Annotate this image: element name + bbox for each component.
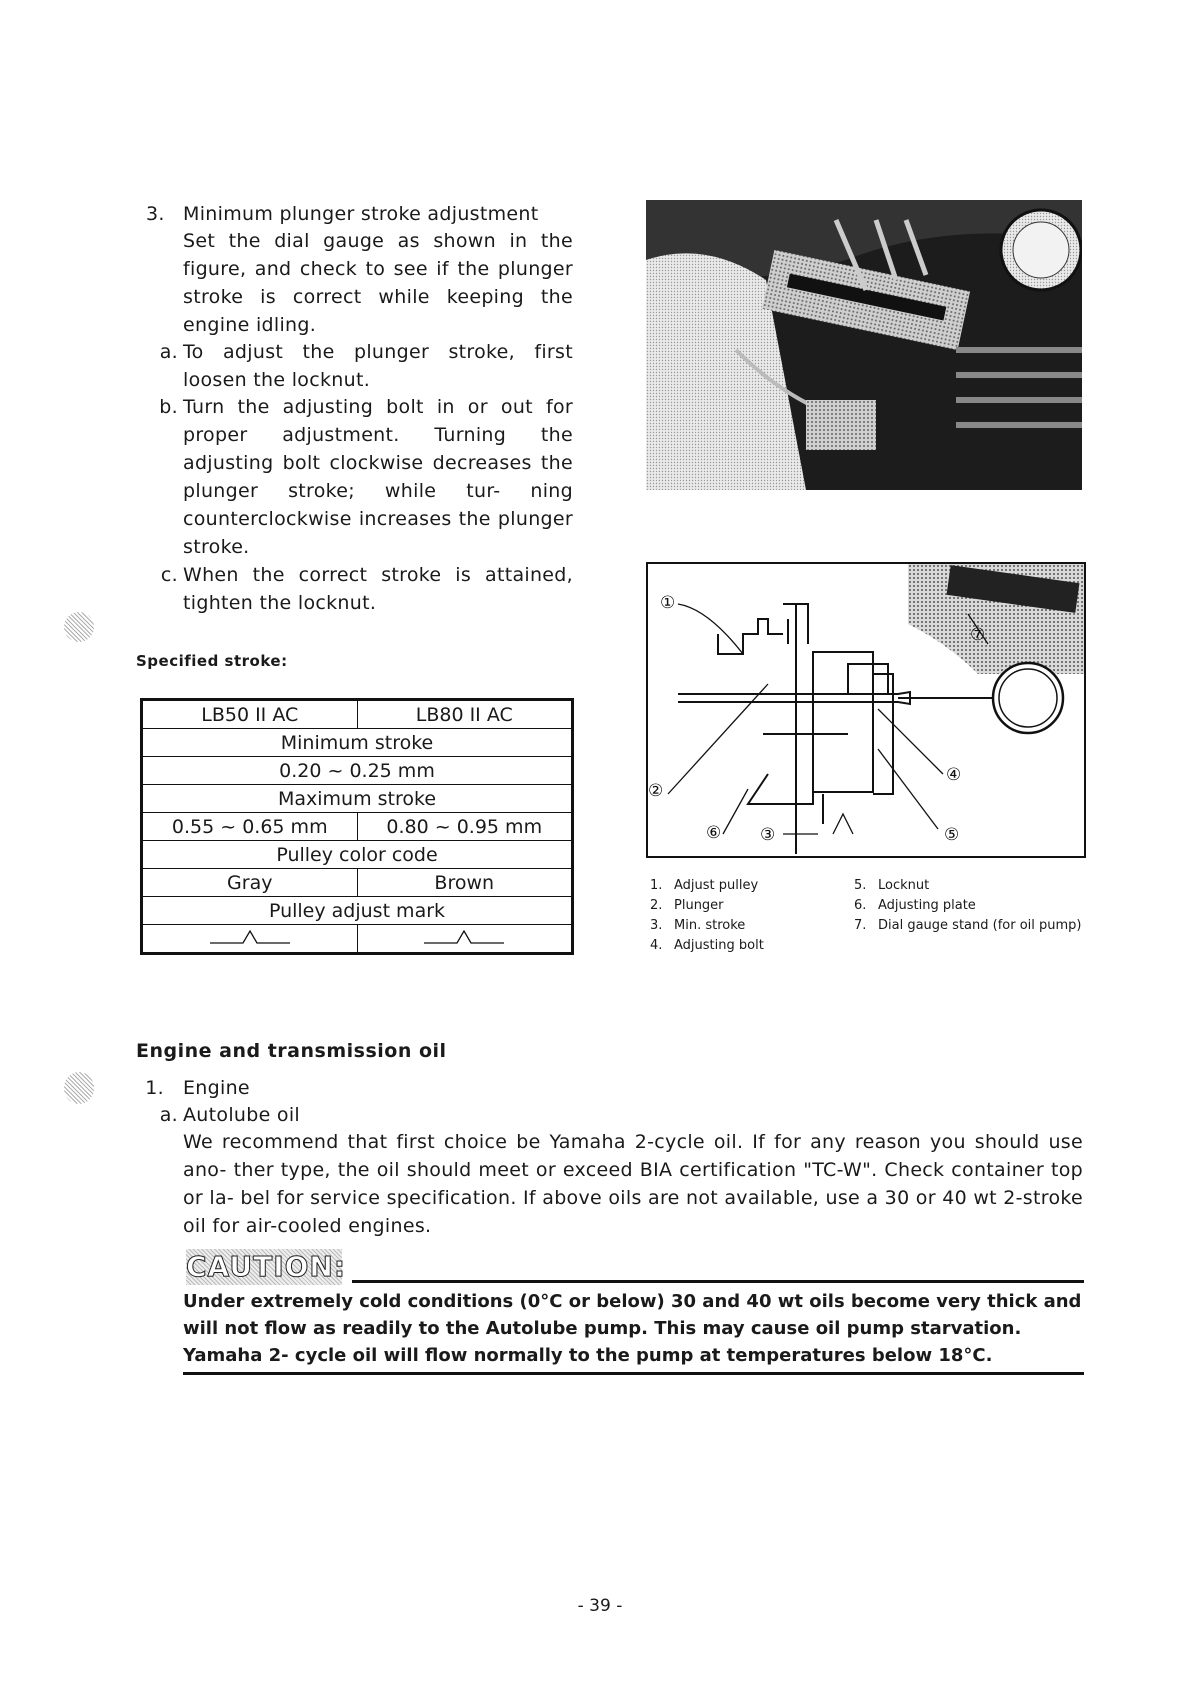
item-a-marker: a. (159, 1104, 178, 1126)
legend-item: 7. Dial gauge stand (for oil pump) (854, 918, 1082, 933)
spec-table (140, 698, 574, 955)
item1-text: Engine (183, 1077, 250, 1099)
step-c-text: When the correct stroke is attained, tighten the locknut. (183, 564, 573, 614)
item-a-text: Autolube oil (183, 1104, 301, 1126)
max-stroke-label: Maximum stroke (142, 785, 573, 813)
legend-item: 1. Adjust pulley (650, 878, 759, 893)
callout-7: ⑦ (970, 625, 986, 645)
engine-photo (646, 200, 1082, 490)
step3-intro: Set the dial gauge as shown in the figure, and check to see if the plunger stroke is correct while keeping the engine idling. (183, 230, 573, 336)
step-b-text: Turn the adjusting bolt in or out for proper adjustment. Turning the adjusting bolt clockwise decreases the plunger stroke; while tur- ning counterclockwise increases the plunger stroke. (183, 396, 573, 558)
punch-hole-mark (64, 1072, 94, 1104)
step-a-text: To adjust the plunger stroke, first loosen the locknut. (183, 341, 573, 391)
caution-rule-bottom (183, 1372, 1084, 1375)
caution-rule-top (352, 1280, 1084, 1283)
legend-item: 6. Adjusting plate (854, 898, 976, 913)
step3-number: 3. (146, 203, 165, 225)
max-stroke-col1: 0.55 ~ 0.65 mm (142, 813, 358, 841)
legend-item: 4. Adjusting bolt (650, 938, 764, 953)
step-b-marker: b. (159, 396, 178, 418)
page-number: - 39 - (577, 1596, 623, 1616)
callout-1: ① (660, 593, 676, 613)
table-header-col1: LB50 II AC (142, 700, 358, 729)
caution-label: CAUTION: (186, 1250, 347, 1283)
adjust-mark-icon (419, 926, 509, 946)
oil-paragraph: We recommend that first choice be Yamaha 2-cycle oil. If for any reason you should use ano- ther type, the oil should meet or exceed BIA certification "TC-W". Check container top or la- bel for service specification. If above oils are not available, use a 30 or 40 wt 2-stroke oil for air-cooled engines. (183, 1131, 1083, 1237)
specified-stroke-label: Specified stroke: (136, 652, 288, 670)
legend-item: 5. Locknut (854, 878, 930, 893)
callout-4: ④ (946, 765, 962, 785)
adjust-mark-icon (205, 926, 295, 946)
pulley-color-col1: Gray (142, 869, 358, 897)
pulley-mark-label: Pulley adjust mark (142, 897, 573, 925)
callout-2: ② (648, 781, 664, 801)
pulley-mark-col1 (142, 925, 358, 954)
min-stroke-value: 0.20 ~ 0.25 mm (142, 757, 573, 785)
legend-item: 2. Plunger (650, 898, 724, 913)
pulley-color-label: Pulley color code (142, 841, 573, 869)
table-header-col2: LB80 II AC (357, 700, 573, 729)
legend-item: 3. Min. stroke (650, 918, 746, 933)
step3-title: Minimum plunger stroke adjustment (183, 203, 539, 225)
pulley-mark-col2 (357, 925, 573, 954)
step-c-marker: c. (160, 564, 178, 586)
step-a-marker: a. (159, 341, 178, 363)
section-heading: Engine and transmission oil (136, 1040, 447, 1062)
max-stroke-col2: 0.80 ~ 0.95 mm (357, 813, 573, 841)
caution-text: Under extremely cold conditions (0°C or below) 30 and 40 wt oils become very thick and will not flow as readily to the Autolube pump. This may cause oil pump starvation. Yamaha 2- cycle oil will flow normally to the pump at temperatures below 18°C. (183, 1291, 1082, 1366)
callout-3: ③ (760, 825, 776, 845)
min-stroke-label: Minimum stroke (142, 729, 573, 757)
punch-hole-mark (64, 612, 94, 642)
pulley-color-col2: Brown (357, 869, 573, 897)
legend-right (854, 876, 1094, 936)
item1-marker: 1. (145, 1077, 164, 1099)
callout-5: ⑤ (944, 825, 960, 845)
callout-6: ⑥ (706, 823, 722, 843)
pump-diagram (646, 562, 1086, 858)
legend-left (650, 876, 850, 956)
